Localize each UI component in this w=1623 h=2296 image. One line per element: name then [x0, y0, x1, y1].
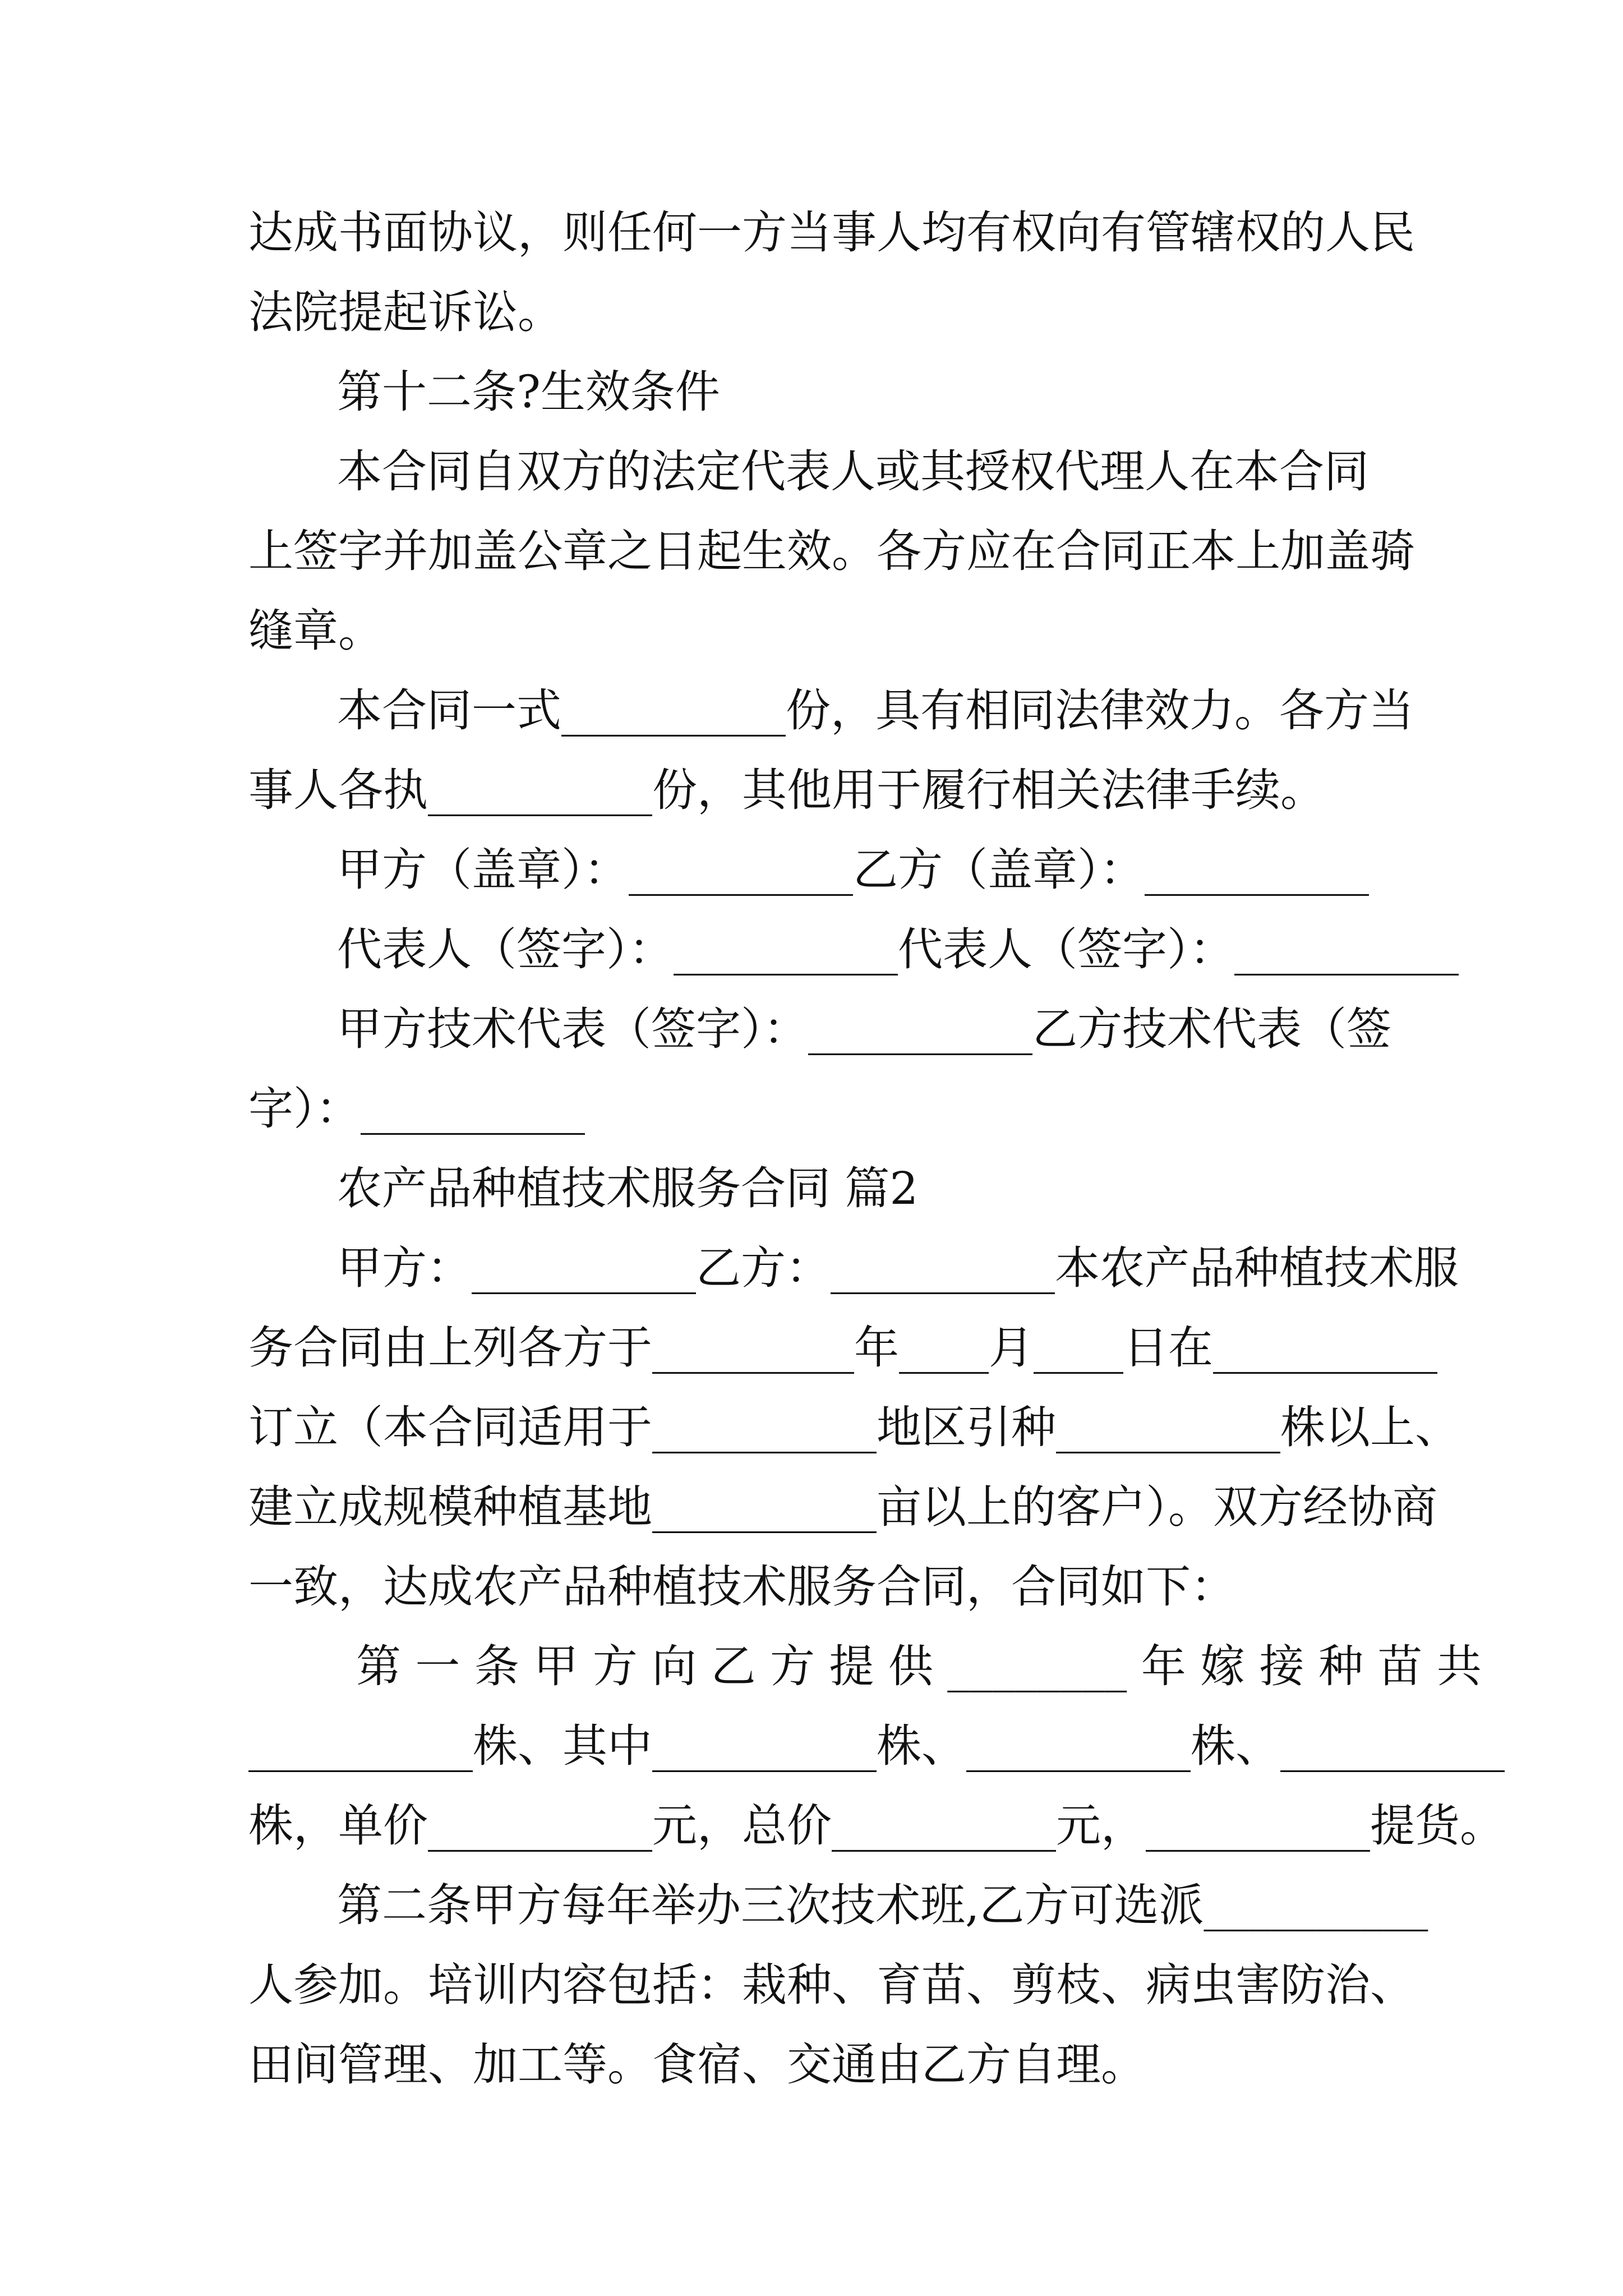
text-line: 第二条甲方每年举办三次技术班,乙方可选派__________	[337, 1879, 1428, 1931]
text-line: 株，单价__________元，总价__________元，__________提货。	[248, 1800, 1505, 1852]
text-line: 甲方：__________乙方：__________本农产品种植技术服	[337, 1242, 1459, 1294]
signature-line: 代表人（签字）：__________代表人（签字）：__________	[337, 923, 1459, 976]
text-line: 缝章。	[248, 605, 383, 657]
text-line: 事人各执__________份，其他用于履行相关法律手续。	[248, 764, 1325, 816]
signature-line: 甲方技术代表（签字）：__________乙方技术代表（签	[337, 1003, 1391, 1055]
text-line: __________株、其中__________株、__________株、__________	[248, 1720, 1505, 1772]
text-line: 上签字并加盖公章之日起生效。各方应在合同正本上加盖骑	[248, 525, 1415, 577]
signature-line: 甲方（盖章）：__________乙方（盖章）：__________	[337, 844, 1369, 896]
text-line: 人参加。培训内容包括：栽种、育苗、剪枝、病虫害防治、	[248, 1959, 1415, 2011]
text-line: 本合同一式__________份，具有相同法律效力。各方当	[337, 684, 1414, 737]
text-line: 一致，达成农产品种植技术服务合同，合同如下：	[248, 1561, 1235, 1613]
text-line: 达成书面协议，则任何一方当事人均有权向有管辖权的人民	[248, 206, 1415, 259]
text-line: 本合同自双方的法定代表人或其授权代理人在本合同	[337, 445, 1369, 498]
text-line: 建立成规模种植基地__________亩以上的客户）。双方经协商	[248, 1481, 1437, 1533]
text-line: 第 一 条 甲 方 向 乙 方 提 供 ________ 年 嫁 接 种 苗 共	[356, 1640, 1482, 1692]
text-line: 务合同由上列各方于_________年____月____日在__________	[248, 1322, 1437, 1374]
text-line: 田间管理、加工等。食宿、交通由乙方自理。	[248, 2039, 1146, 2091]
article-heading: 第十二条?生效条件	[337, 366, 720, 418]
text-line: 法院提起诉讼。	[248, 286, 562, 338]
signature-line: 字）：__________	[248, 1083, 585, 1135]
text-line: 订立（本合同适用于__________地区引种__________株以上、	[248, 1401, 1460, 1453]
section-heading: 农产品种植技术服务合同 篇2	[337, 1162, 919, 1214]
